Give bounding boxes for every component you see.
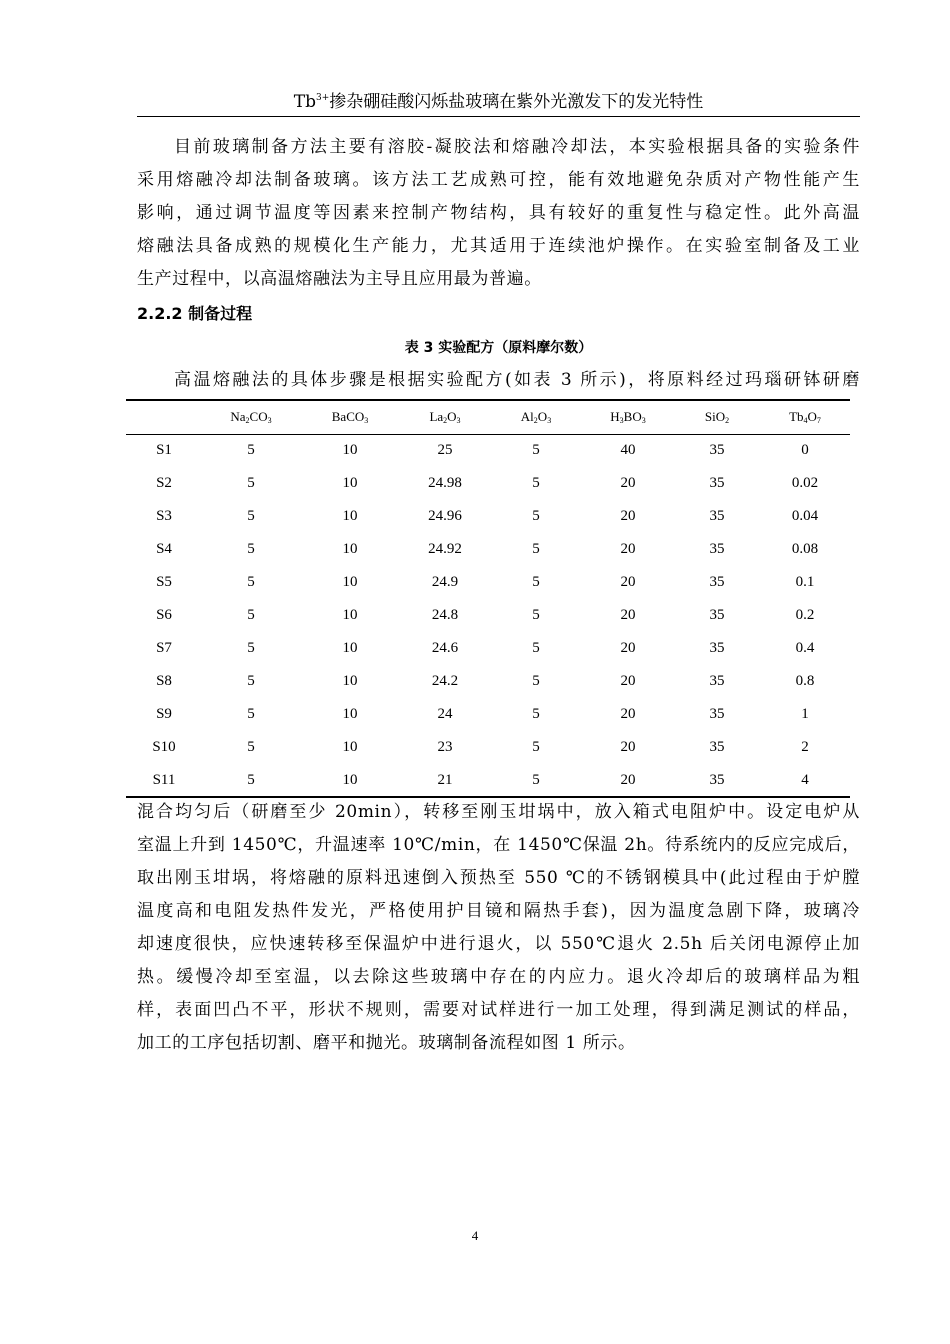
process-line: 室温上升到 1450℃，升温速率 10℃/min，在 1450℃保温 2h。待系统内的反应完成后，: [137, 835, 860, 855]
header-superscript: 3+: [315, 93, 330, 103]
table-body: [126, 434, 850, 797]
formula-subscript: 3: [619, 416, 624, 426]
table-cell: 20: [620, 508, 636, 524]
table-cell: 5: [247, 706, 255, 722]
table-cell: 20: [620, 541, 636, 557]
table-row: [126, 500, 850, 533]
intro-line: 熔融法具备成熟的规模化生产能力，尤其适用于连续池炉操作。在实验室制备及工业: [137, 236, 860, 256]
intro-line: 影响，通过调节温度等因素来控制产物结构，具有较好的重复性与稳定性。此外高温: [137, 203, 860, 223]
table-cell: 10: [342, 508, 358, 524]
table-caption: 表 3 实验配方（原料摩尔数）: [404, 340, 593, 356]
process-line: 温度高和电阻发热件发光，严格使用护目镜和隔热手套)，因为温度急剧下降，玻璃冷: [137, 901, 860, 921]
formula-base: O: [447, 409, 457, 425]
sample-id-cell: S11: [152, 771, 176, 788]
table-cell: 24.92: [428, 541, 462, 557]
pre-table-line: 高温熔融法的具体步骤是根据实验配方(如表 3 所示)，将原料经过玛瑙研钵研磨: [174, 370, 860, 390]
table-cell: 35: [709, 640, 725, 656]
table-cell: 23: [437, 739, 453, 755]
formula-subscript: 2: [725, 416, 730, 426]
table-cell: 5: [247, 508, 255, 524]
table-cell: 10: [342, 673, 358, 689]
table-cell: 35: [709, 574, 725, 590]
intro-paragraph: [137, 131, 860, 296]
table-header: [126, 400, 850, 434]
table-cell: 4: [801, 771, 809, 788]
table-cell: 0: [801, 442, 809, 459]
formula-subscript: 3: [267, 416, 272, 426]
table-cell: 35: [709, 771, 725, 788]
formula-base: BaCO: [331, 409, 365, 425]
table-cell: 5: [532, 475, 540, 491]
table-row: [126, 665, 850, 698]
process-line: 样，表面凹凸不平，形状不规则，需要对试样进行一加工处理，得到满足测试的样品，: [137, 1000, 860, 1020]
formula-base: Na: [230, 409, 246, 425]
table-cell: 10: [342, 475, 358, 491]
column-header: [760, 400, 850, 434]
pre-table-paragraph: [137, 364, 860, 397]
table-cell: 5: [532, 541, 540, 557]
table-cell: 20: [620, 574, 636, 590]
formula-subscript: 2: [533, 416, 538, 426]
table-cell: 24.8: [431, 607, 459, 623]
table-cell: 0.2: [795, 607, 815, 623]
column-header: [400, 400, 490, 434]
table-cell: 24.2: [431, 673, 459, 689]
table-cell: 5: [247, 541, 255, 557]
table-cell: 0.08: [791, 541, 819, 557]
section-heading: 2.2.2 制备过程: [137, 304, 253, 323]
column-header: [126, 400, 202, 434]
header-title: 掺杂硼硅酸闪烁盐玻璃在紫外光激发下的发光特性: [329, 92, 704, 112]
process-paragraph: [137, 796, 860, 1060]
table-row: [126, 467, 850, 500]
table-cell: 20: [620, 607, 636, 623]
table-cell: 10: [342, 574, 358, 590]
table-cell: 5: [247, 673, 255, 689]
table-cell: 5: [247, 607, 255, 623]
intro-line: 采用熔融冷却法制备玻璃。该方法工艺成熟可控，能有效地避免杂质对产物性能产生: [137, 170, 860, 190]
table-cell: 10: [342, 739, 358, 755]
table-cell: 5: [532, 442, 540, 459]
table-cell: 5: [532, 673, 540, 689]
table-cell: 24.6: [431, 640, 459, 656]
table-cell: 0.4: [795, 640, 815, 656]
table-cell: 0.8: [795, 673, 815, 689]
table-cell: 35: [709, 706, 725, 722]
table-cell: 1: [801, 706, 809, 722]
table-row: [126, 533, 850, 566]
table-cell: 0.02: [791, 475, 819, 491]
table-row: [126, 632, 850, 665]
sample-id-cell: S9: [156, 706, 172, 722]
formula-base: BO: [623, 409, 642, 425]
table-cell: 5: [247, 640, 255, 656]
recipe-table: [126, 399, 850, 798]
sample-id-cell: S6: [156, 607, 172, 623]
process-line: 热。缓慢冷却至室温，以去除这些玻璃中存在的内应力。退火冷却后的玻璃样品为粗: [137, 967, 860, 987]
formula-base: La: [429, 409, 444, 425]
table-cell: 10: [342, 640, 358, 656]
formula-subscript: 4: [803, 416, 808, 426]
formula-base: O: [537, 409, 548, 425]
table-cell: 25: [437, 442, 453, 459]
intro-line: 生产过程中，以高温熔融法为主导且应用最为普遍。: [137, 269, 542, 289]
formula-subscript: 3: [547, 416, 552, 426]
formula-subscript: 7: [816, 416, 821, 426]
formula-subscript: 2: [443, 416, 448, 426]
column-header: [674, 400, 760, 434]
formula-base: O: [807, 409, 817, 425]
table-cell: 24.98: [428, 475, 462, 491]
table-row: [126, 434, 850, 467]
process-line: 加工的工序包括切割、磨平和抛光。玻璃制备流程如图 1 所示。: [137, 1033, 636, 1053]
formula-base: H: [610, 409, 620, 425]
sample-id-cell: S4: [156, 541, 172, 557]
table-cell: 40: [620, 442, 636, 459]
header-element: Tb: [293, 92, 316, 112]
formula-subscript: 2: [245, 416, 250, 426]
sample-id-cell: S3: [156, 508, 172, 524]
table-cell: 10: [342, 706, 358, 722]
formula-subscript: 3: [364, 416, 369, 426]
table-row: [126, 764, 850, 797]
table-cell: 10: [342, 541, 358, 557]
table-cell: 24.9: [431, 574, 459, 590]
table-row: [126, 599, 850, 632]
process-line: 取出刚玉坩埚，将熔融的原料迅速倒入预热至 550 ℃的不锈钢模具中(此过程由于炉膛: [137, 868, 860, 888]
table-cell: 35: [709, 607, 725, 623]
column-header: [490, 400, 582, 434]
table-cell: 5: [532, 706, 540, 722]
table-cell: 5: [532, 640, 540, 656]
table-cell: 5: [532, 607, 540, 623]
column-header: [300, 400, 400, 434]
intro-line: 目前玻璃制备方法主要有溶胶-凝胶法和熔融冷却法，本实验根据具备的实验条件: [174, 137, 860, 157]
table-cell: 0.04: [791, 508, 819, 524]
table-cell: 5: [532, 771, 540, 788]
formula-subscript: 3: [456, 416, 461, 426]
table-row: [126, 698, 850, 731]
column-header: [582, 400, 674, 434]
table-cell: 5: [247, 574, 255, 590]
process-line: 却速度很快，应快速转移至保温炉中进行退火，以 550℃退火 2.5h 后关闭电源停止加: [137, 934, 860, 954]
table-cell: 35: [709, 442, 725, 459]
table-row: [126, 566, 850, 599]
sample-id-cell: S5: [156, 574, 172, 590]
table-cell: 0.1: [795, 574, 815, 590]
table-cell: 35: [709, 739, 725, 755]
table-cell: 35: [709, 508, 725, 524]
sample-id-cell: S7: [156, 640, 172, 656]
table-cell: 35: [709, 475, 725, 491]
formula-base: Tb: [789, 409, 804, 425]
sample-id-cell: S10: [152, 739, 176, 755]
table-cell: 20: [620, 739, 636, 755]
table-cell: 20: [620, 640, 636, 656]
table-header-row: [126, 400, 850, 434]
formula-subscript: 3: [641, 416, 646, 426]
sample-id-cell: S1: [156, 442, 172, 459]
table-cell: 10: [342, 771, 358, 788]
table-cell: 10: [342, 442, 358, 459]
formula-base: Al: [520, 409, 534, 425]
table-cell: 5: [532, 508, 540, 524]
table-row: [126, 731, 850, 764]
sample-id-cell: S8: [156, 673, 172, 689]
table-cell: 35: [709, 541, 725, 557]
table-cell: 5: [247, 442, 255, 459]
table-cell: 24: [437, 706, 453, 722]
table-cell: 20: [620, 771, 636, 788]
page-number: 4: [471, 1228, 479, 1243]
table-cell: 5: [532, 739, 540, 755]
formula-base: SiO: [704, 409, 726, 425]
table-cell: 10: [342, 607, 358, 623]
table-cell: 2: [801, 739, 809, 755]
table-cell: 24.96: [428, 508, 462, 524]
table-cell: 5: [532, 574, 540, 590]
table-cell: 21: [437, 771, 453, 788]
table-cell: 20: [620, 673, 636, 689]
table-cell: 20: [620, 475, 636, 491]
table-cell: 20: [620, 706, 636, 722]
column-header: [202, 400, 300, 434]
table-cell: 5: [247, 475, 255, 491]
table-cell: 35: [709, 673, 725, 689]
sample-id-cell: S2: [156, 475, 172, 491]
table-cell: 5: [247, 771, 255, 788]
running-header: [137, 90, 860, 117]
table-cell: 5: [247, 739, 255, 755]
formula-base: CO: [249, 409, 268, 425]
process-line: 混合均匀后（研磨至少 20min），转移至刚玉坩埚中，放入箱式电阻炉中。设定电炉从: [137, 802, 860, 822]
